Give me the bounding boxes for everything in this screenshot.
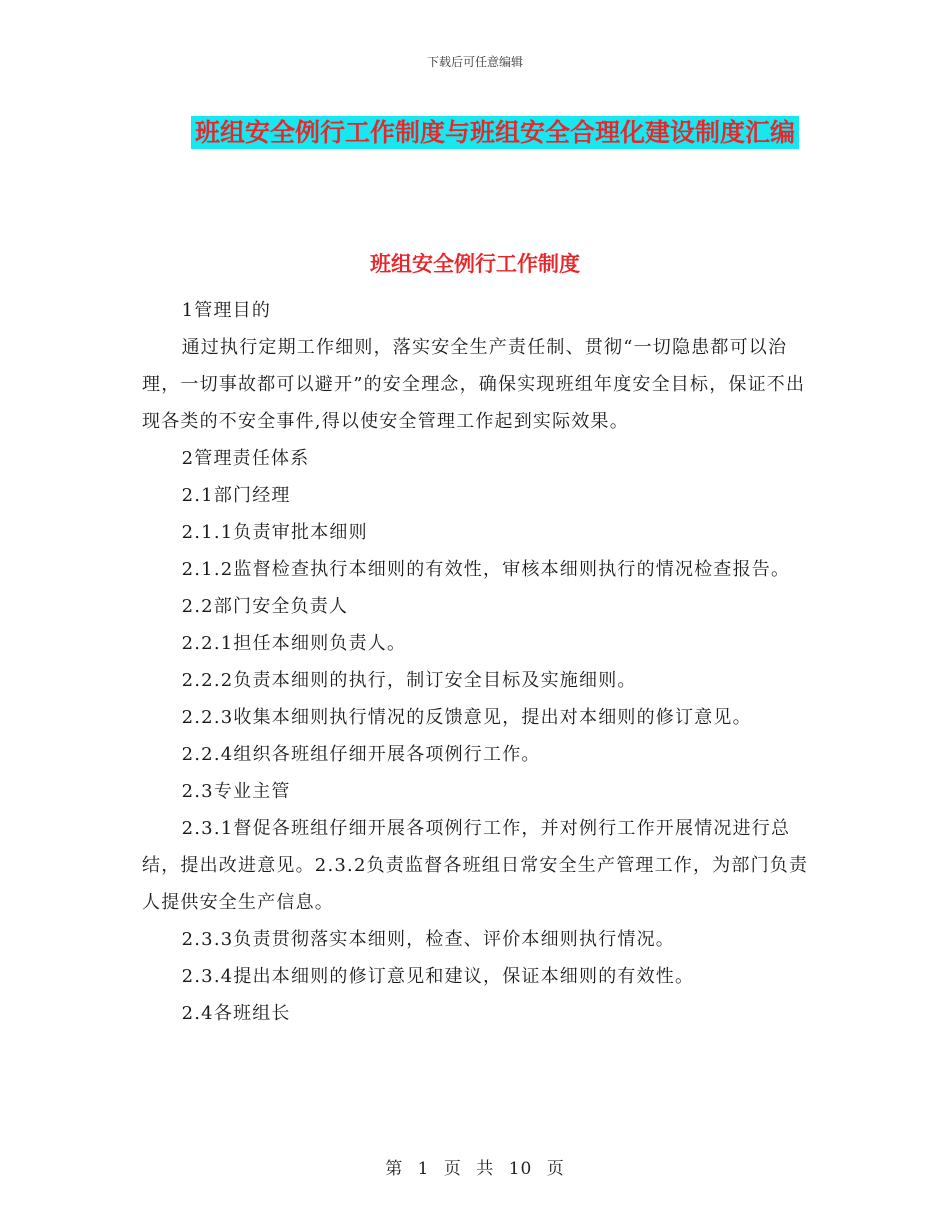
paragraph: 2.1部门经理 bbox=[181, 485, 291, 506]
paragraph: 2.2.2负责本细则的执行，制订安全目标及实施细则。 bbox=[181, 670, 637, 691]
paragraph: 2管理责任体系 bbox=[181, 448, 310, 469]
footer-page-suffix: 页 bbox=[546, 1159, 565, 1179]
document-title-text: 班组安全例行工作制度与班组安全合理化建设制度汇编 bbox=[191, 116, 799, 149]
paragraph: 2.3专业主管 bbox=[181, 781, 291, 802]
paragraph: 2.1.1负责审批本细则 bbox=[181, 522, 368, 543]
page-header-note: 下载后可任意编辑 bbox=[426, 55, 523, 69]
paragraph: 1管理目的 bbox=[181, 300, 272, 321]
footer-page-total-prefix: 共 bbox=[476, 1159, 495, 1179]
document-body bbox=[142, 292, 814, 1032]
paragraph: 2.3.3负责贯彻落实本细则，检查、评价本细则执行情况。 bbox=[181, 929, 675, 950]
page-footer bbox=[0, 1154, 950, 1179]
paragraph: 2.3.1督促各班组仔细开展各项例行工作，并对例行工作开展情况进行总结，提出改进意见。2.3.2负责监督各班组日常安全生产管理工作，为部门负责人提供安全生产信息。 bbox=[142, 818, 809, 913]
footer-page-mid: 页 bbox=[443, 1159, 462, 1179]
paragraph: 2.4各班组长 bbox=[181, 1003, 291, 1024]
footer-page-prefix: 第 bbox=[385, 1159, 404, 1179]
paragraph: 2.2.4组织各班组仔细开展各项例行工作。 bbox=[181, 744, 541, 765]
paragraph: 2.1.2监督检查执行本细则的有效性，审核本细则执行的情况检查报告。 bbox=[181, 559, 791, 580]
paragraph: 2.2.3收集本细则执行情况的反馈意见，提出对本细则的修订意见。 bbox=[181, 707, 752, 728]
paragraph: 2.2.1担任本细则负责人。 bbox=[181, 633, 407, 654]
document-title bbox=[180, 110, 810, 156]
footer-page-current: 1 bbox=[417, 1159, 430, 1179]
paragraph: 通过执行定期工作细则，落实安全生产责任制、贯彻“一切隐患都可以治理，一切事故都可以避开”的安全理念，确保实现班组年度安全目标，保证不出现各类的不安全事件,得以使安全管理工作起到实际效果。 bbox=[142, 337, 806, 432]
section-title: 班组安全例行工作制度 bbox=[370, 251, 580, 276]
paragraph: 2.2部门安全负责人 bbox=[181, 596, 349, 617]
paragraph: 2.3.4提出本细则的修订意见和建议，保证本细则的有效性。 bbox=[181, 966, 695, 987]
footer-page-total: 10 bbox=[508, 1159, 533, 1179]
